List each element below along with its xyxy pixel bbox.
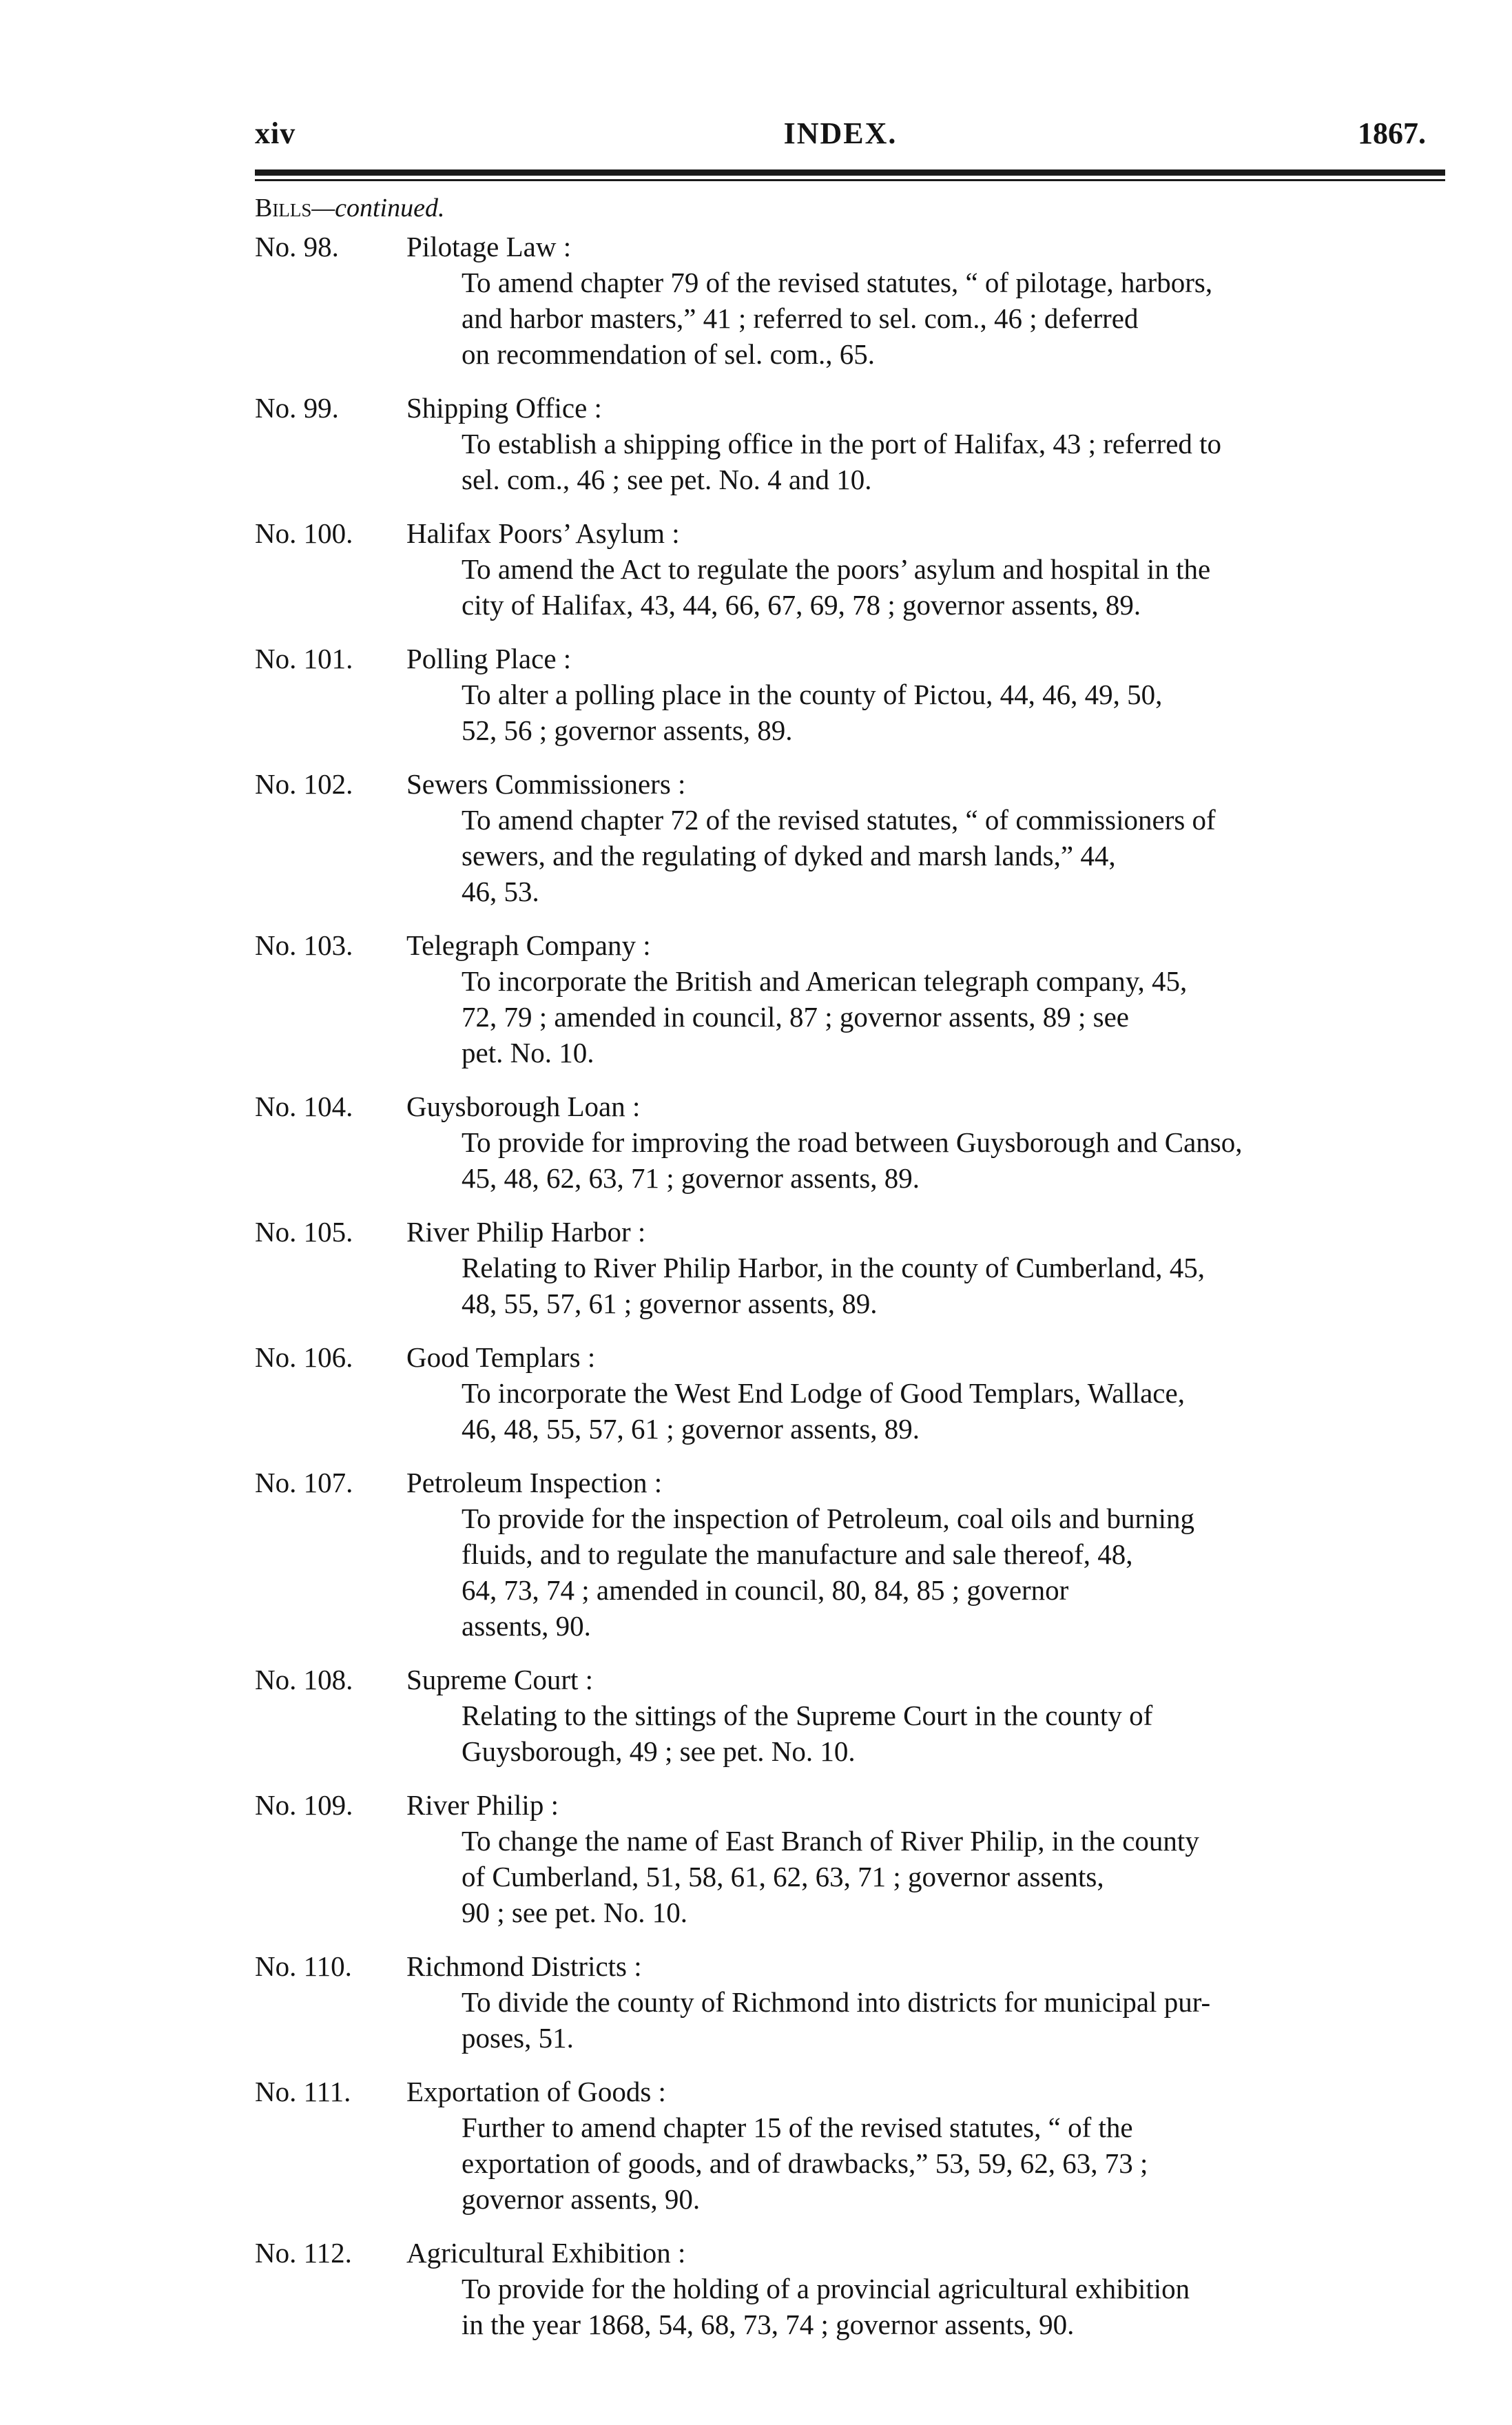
section-label — [255, 193, 444, 223]
bill-entry — [255, 1088, 1453, 1196]
bill-entry — [255, 1339, 1453, 1447]
bill-entry — [255, 1948, 1453, 2056]
bill-description-line: To amend the Act to regulate the poors’ asylum and hospital in the — [462, 553, 1211, 585]
bill-description-line: of Cumberland, 51, 58, 61, 62, 63, 71 ; governor assents, — [462, 1861, 1104, 1892]
bill-entry-head — [255, 1662, 1453, 1698]
bill-number: No. 104. — [255, 1091, 353, 1122]
bill-subject: Good Templars : — [406, 1341, 596, 1373]
bill-description-line: To divide the county of Richmond into districts for municipal pur- — [462, 1986, 1211, 2018]
bill-subject: Petroleum Inspection : — [406, 1467, 663, 1498]
bill-entry-head — [255, 1948, 1453, 1984]
bill-description-line: To change the name of East Branch of River Philip, in the county — [462, 1825, 1199, 1857]
bill-description — [462, 551, 1411, 623]
bill-entry-head — [255, 229, 1453, 265]
bill-entry-head — [255, 766, 1453, 802]
bill-description — [462, 2271, 1411, 2342]
bill-description — [462, 677, 1411, 748]
bill-description-line: in the year 1868, 54, 68, 73, 74 ; governor assents, 90. — [462, 2309, 1075, 2340]
running-head — [255, 116, 1426, 157]
bill-subject: Telegraph Company : — [406, 929, 651, 961]
bill-entry-head — [255, 1465, 1453, 1500]
bill-description-line: To amend chapter 72 of the revised statutes, “ of commissioners of — [462, 804, 1216, 836]
bill-subject: Richmond Districts : — [406, 1950, 642, 1982]
section-name: Bills — [255, 194, 312, 223]
bill-number: No. 101. — [255, 643, 353, 674]
bill-description-line: To incorporate the British and American telegraph company, 45, — [462, 965, 1188, 997]
bill-description — [462, 426, 1411, 497]
bill-description-line: sewers, and the regulating of dyked and marsh lands,” 44, — [462, 840, 1116, 871]
bill-subject: Shipping Office : — [406, 392, 602, 424]
bill-description-line: To provide for the inspection of Petroleum, coal oils and burning — [462, 1503, 1195, 1534]
year-label: 1867. — [1358, 116, 1426, 150]
page-number: xiv — [255, 116, 296, 150]
bill-entry — [255, 766, 1453, 909]
bill-subject: Polling Place : — [406, 643, 572, 674]
bill-description-line: sel. com., 46 ; see pet. No. 4 and 10. — [462, 464, 872, 495]
bill-entry — [255, 229, 1453, 372]
header-rule-thin — [255, 179, 1445, 181]
bill-entry — [255, 641, 1453, 748]
bill-entry-head — [255, 1088, 1453, 1124]
bill-description-line: 46, 48, 55, 57, 61 ; governor assents, 89. — [462, 1413, 920, 1445]
bill-entry-head — [255, 2074, 1453, 2109]
page-title: INDEX. — [783, 116, 898, 150]
bill-entry-head — [255, 390, 1453, 426]
section-continued: —continued. — [311, 194, 445, 223]
bill-description — [462, 1375, 1411, 1447]
bill-description-line: 48, 55, 57, 61 ; governor assents, 89. — [462, 1288, 878, 1319]
bill-entry — [255, 515, 1453, 623]
bill-number: No. 112. — [255, 2237, 352, 2269]
bill-entry-head — [255, 927, 1453, 963]
bill-entry — [255, 927, 1453, 1071]
bill-subject: Halifax Poors’ Asylum : — [406, 517, 680, 549]
header-rule-thick — [255, 169, 1445, 176]
bill-entry-head — [255, 1787, 1453, 1823]
bill-entries-list — [255, 229, 1453, 2360]
bill-description — [462, 1124, 1411, 1196]
bill-subject: Guysborough Loan : — [406, 1091, 641, 1122]
bill-subject: River Philip : — [406, 1789, 559, 1821]
bill-description-line: poses, 51. — [462, 2022, 574, 2054]
bill-subject: Pilotage Law : — [406, 231, 572, 262]
bill-description-line: pet. No. 10. — [462, 1037, 594, 1069]
bill-subject: Supreme Court : — [406, 1664, 594, 1695]
bill-subject: Sewers Commissioners : — [406, 768, 686, 800]
bill-subject: Exportation of Goods : — [406, 2076, 666, 2107]
bill-description-line: assents, 90. — [462, 1610, 591, 1642]
bill-number: No. 108. — [255, 1664, 353, 1695]
bill-number: No. 107. — [255, 1467, 353, 1498]
bill-description-line: To provide for the holding of a provincial agricultural exhibition — [462, 2273, 1190, 2304]
bill-entry — [255, 1662, 1453, 1769]
bill-entry — [255, 1787, 1453, 1930]
bill-description-line: 64, 73, 74 ; amended in council, 80, 84, 85 ; governor — [462, 1574, 1069, 1606]
bill-description — [462, 2109, 1411, 2217]
bill-description-line: To establish a shipping office in the port of Halifax, 43 ; referred to — [462, 428, 1222, 460]
bill-description — [462, 1500, 1411, 1644]
bill-number: No. 98. — [255, 231, 339, 262]
bill-number: No. 100. — [255, 517, 353, 549]
bill-description-line: on recommendation of sel. com., 65. — [462, 338, 876, 370]
bill-description-line: Relating to River Philip Harbor, in the county of Cumberland, 45, — [462, 1252, 1205, 1283]
bill-subject: River Philip Harbor : — [406, 1216, 646, 1248]
bill-entry — [255, 390, 1453, 497]
bill-description — [462, 1698, 1411, 1769]
bill-description-line: Guysborough, 49 ; see pet. No. 10. — [462, 1735, 856, 1767]
bill-description-line: and harbor masters,” 41 ; referred to sel. com., 46 ; deferred — [462, 302, 1139, 334]
bill-subject: Agricultural Exhibition : — [406, 2237, 686, 2269]
bill-entry-head — [255, 641, 1453, 677]
bill-description-line: city of Halifax, 43, 44, 66, 67, 69, 78 ; governor assents, 89. — [462, 589, 1141, 621]
bill-description — [462, 1984, 1411, 2056]
bill-entry-head — [255, 1214, 1453, 1250]
bill-number: No. 102. — [255, 768, 353, 800]
bill-number: No. 103. — [255, 929, 353, 961]
bill-description-line: 46, 53. — [462, 876, 539, 907]
bill-description-line: To amend chapter 79 of the revised statutes, “ of pilotage, harbors, — [462, 267, 1213, 298]
bill-description-line: 72, 79 ; amended in council, 87 ; governor assents, 89 ; see — [462, 1001, 1129, 1033]
bill-number: No. 110. — [255, 1950, 352, 1982]
bill-description — [462, 265, 1411, 372]
bill-description-line: 45, 48, 62, 63, 71 ; governor assents, 89. — [462, 1162, 920, 1194]
bill-description-line: To provide for improving the road between Guysborough and Canso, — [462, 1126, 1243, 1158]
bill-description-line: To incorporate the West End Lodge of Good Templars, Wallace, — [462, 1377, 1185, 1409]
bill-description-line: 52, 56 ; governor assents, 89. — [462, 714, 793, 746]
bill-number: No. 105. — [255, 1216, 353, 1248]
bill-entry-head — [255, 515, 1453, 551]
bill-entry — [255, 1465, 1453, 1644]
bill-description — [462, 802, 1411, 909]
bill-entry-head — [255, 2235, 1453, 2271]
bill-entry — [255, 1214, 1453, 1321]
bill-entry-head — [255, 1339, 1453, 1375]
bill-entry — [255, 2074, 1453, 2217]
bill-description-line: exportation of goods, and of drawbacks,” 53, 59, 62, 63, 73 ; — [462, 2147, 1148, 2179]
bill-description-line: Further to amend chapter 15 of the revised statutes, “ of the — [462, 2112, 1133, 2143]
bill-description — [462, 963, 1411, 1071]
bill-description-line: Relating to the sittings of the Supreme Court in the county of — [462, 1700, 1153, 1731]
bill-number: No. 106. — [255, 1341, 353, 1373]
bill-description-line: fluids, and to regulate the manufacture and sale thereof, 48, — [462, 1538, 1133, 1570]
bill-number: No. 111. — [255, 2076, 351, 2107]
bill-description-line: To alter a polling place in the county of Pictou, 44, 46, 49, 50, — [462, 679, 1163, 710]
bill-description — [462, 1250, 1411, 1321]
bill-number: No. 109. — [255, 1789, 353, 1821]
bill-number: No. 99. — [255, 392, 339, 424]
bill-description — [462, 1823, 1411, 1930]
bill-description-line: 90 ; see pet. No. 10. — [462, 1897, 687, 1928]
bill-description-line: governor assents, 90. — [462, 2183, 701, 2215]
bill-entry — [255, 2235, 1453, 2342]
